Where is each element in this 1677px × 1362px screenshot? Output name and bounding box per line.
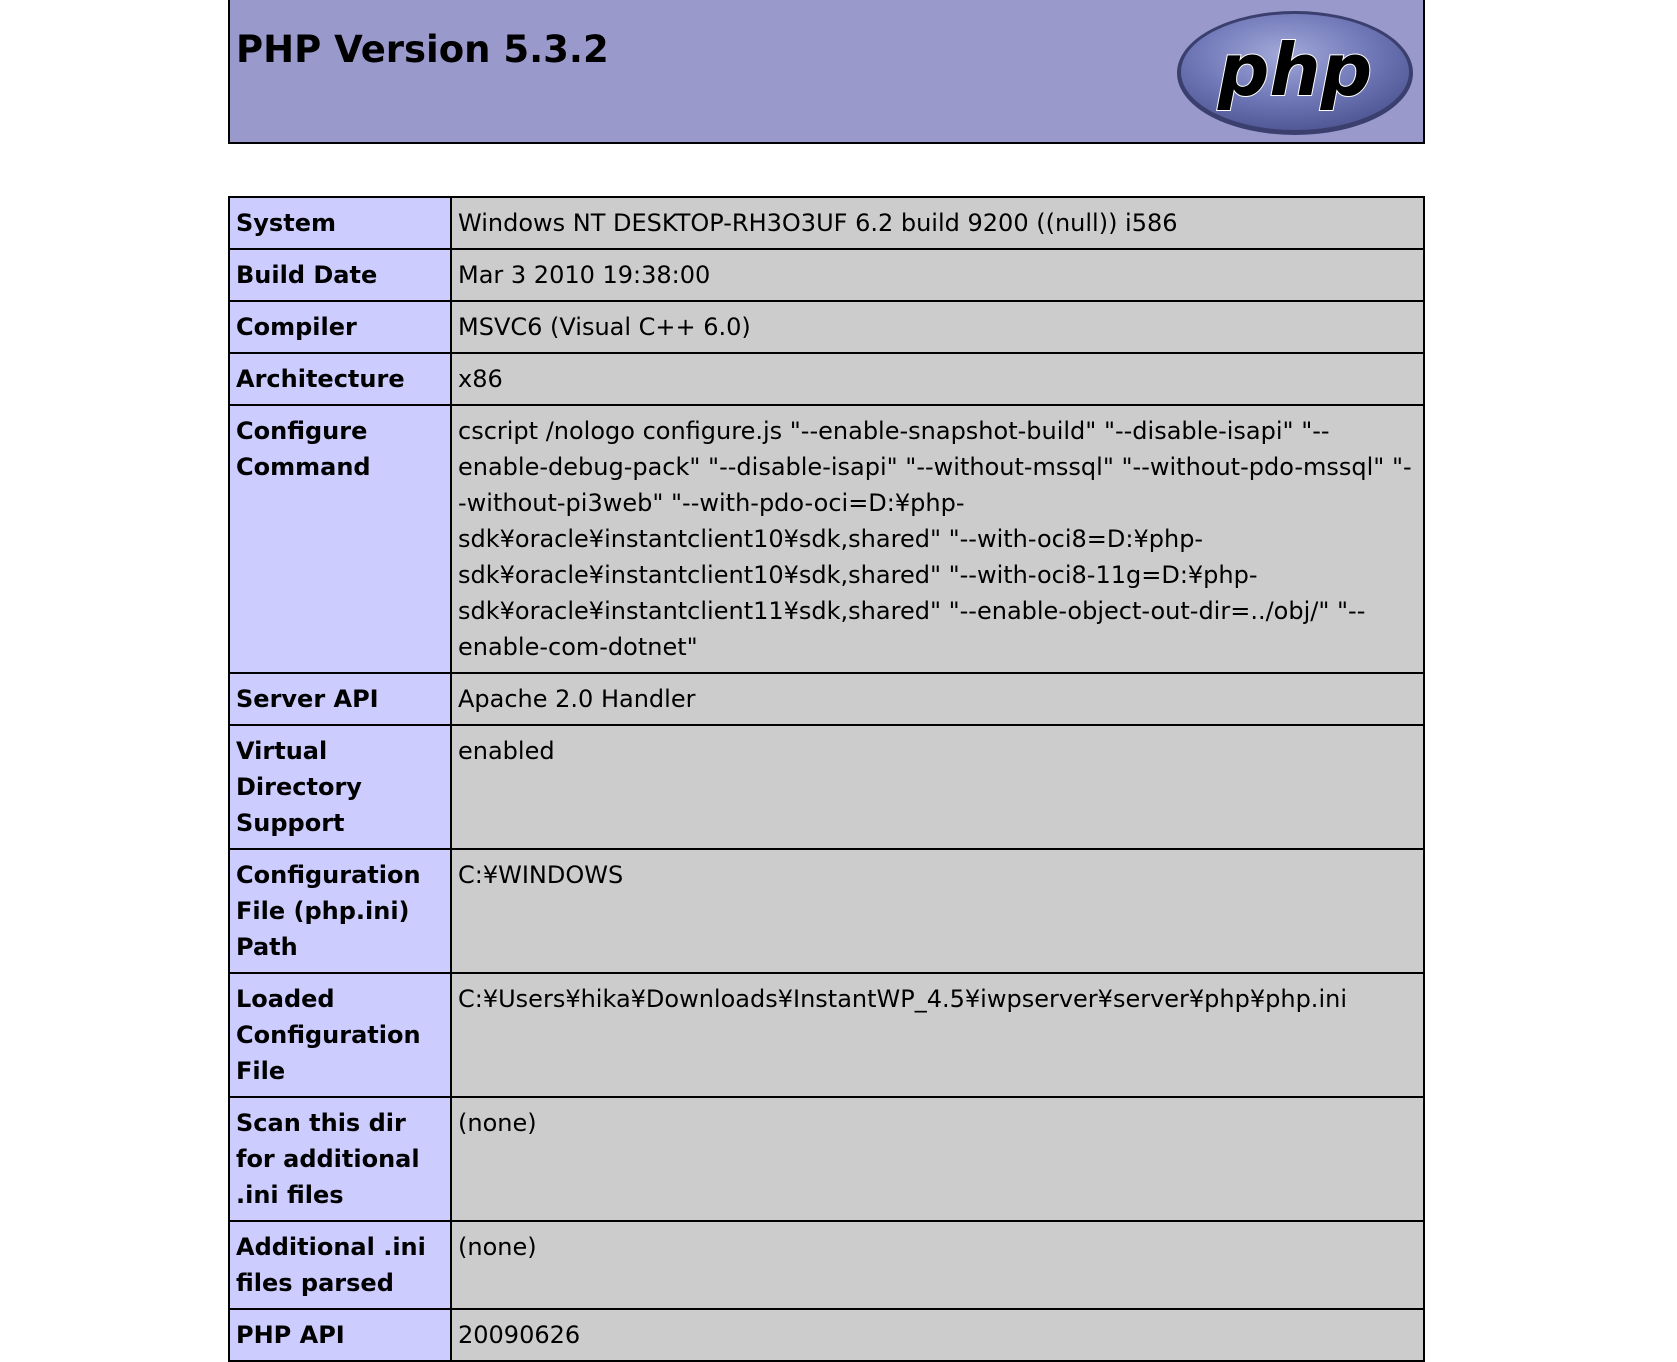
php-version-header — [228, 0, 1425, 144]
row-label: Virtual Directory Support — [229, 725, 451, 849]
row-label: Compiler — [229, 301, 451, 353]
table-row — [229, 405, 1424, 673]
row-value: C:¥Users¥hika¥Downloads¥InstantWP_4.5¥iwpserver¥server¥php¥php.ini — [451, 973, 1424, 1097]
row-value: 20090626 — [451, 1309, 1424, 1361]
table-row — [229, 725, 1424, 849]
row-value: Apache 2.0 Handler — [451, 673, 1424, 725]
table-row — [229, 249, 1424, 301]
row-label: Server API — [229, 673, 451, 725]
row-value: MSVC6 (Visual C++ 6.0) — [451, 301, 1424, 353]
row-label: Additional .ini files parsed — [229, 1221, 451, 1309]
row-label: Build Date — [229, 249, 451, 301]
row-label: Configuration File (php.ini) Path — [229, 849, 451, 973]
row-value: Windows NT DESKTOP-RH3O3UF 6.2 build 9200 ((null)) i586 — [451, 197, 1424, 249]
table-row — [229, 973, 1424, 1097]
row-value: x86 — [451, 353, 1424, 405]
row-label: System — [229, 197, 451, 249]
table-row — [229, 1309, 1424, 1361]
php-logo-text: php — [1217, 28, 1373, 112]
row-label: Loaded Configuration File — [229, 973, 451, 1097]
row-value: C:¥WINDOWS — [451, 849, 1424, 973]
row-label: Architecture — [229, 353, 451, 405]
row-value: cscript /nologo configure.js "--enable-snapshot-build" "--disable-isapi" "--enable-debug-pack" "--disable-isapi" "--without-mssql" "--without-pdo-mssql" "--without-pi3web" "--with-pdo-oci=D:¥php-sdk¥oracle¥instantclient10¥sdk,shared" "--with-oci8=D:¥php-sdk¥oracle¥instantclient10¥sdk,shared" "--with-oci8-11g=D:¥php-sdk¥oracle¥instantclient11¥sdk,shared" "--enable-object-out-dir=../obj/" "--enable-com-dotnet" — [451, 405, 1424, 673]
table-row — [229, 1221, 1424, 1309]
table-row — [229, 301, 1424, 353]
row-label: PHP API — [229, 1309, 451, 1361]
page-title: PHP Version 5.3.2 — [236, 28, 609, 71]
row-label: Configure Command — [229, 405, 451, 673]
table-row — [229, 849, 1424, 973]
row-value: Mar 3 2010 19:38:00 — [451, 249, 1424, 301]
row-value: (none) — [451, 1097, 1424, 1221]
table-row — [229, 1097, 1424, 1221]
php-logo-icon[interactable] — [1175, 9, 1415, 137]
row-value: (none) — [451, 1221, 1424, 1309]
row-label: Scan this dir for additional .ini files — [229, 1097, 451, 1221]
php-info-table — [228, 196, 1425, 1362]
table-row — [229, 673, 1424, 725]
row-value: enabled — [451, 725, 1424, 849]
table-row — [229, 353, 1424, 405]
table-row — [229, 197, 1424, 249]
